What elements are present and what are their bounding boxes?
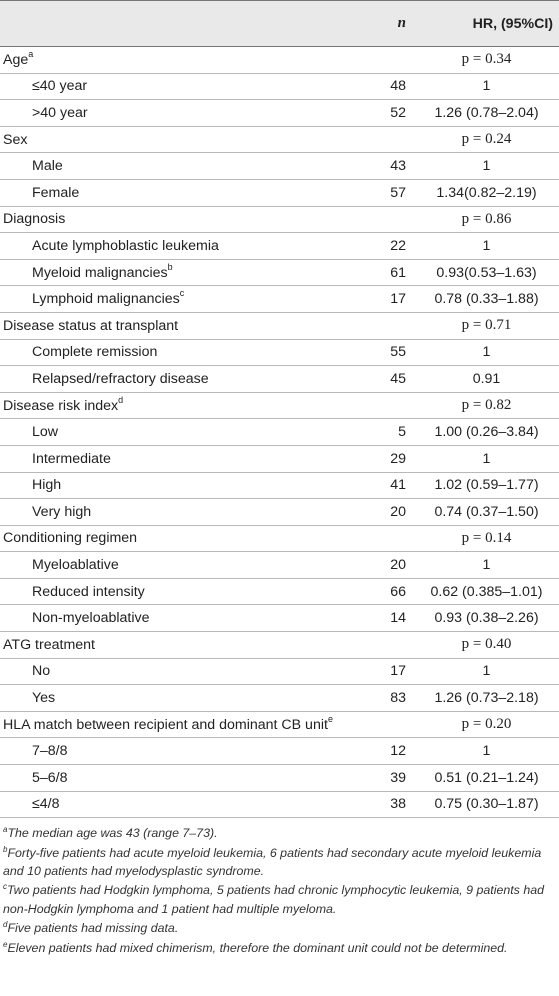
row-hr: 1	[482, 743, 491, 760]
row-label-text: Disease risk index	[3, 397, 119, 414]
row-label-text: Sex	[3, 131, 28, 148]
footnote-marker: a	[28, 48, 34, 59]
row-n: 20	[390, 503, 406, 520]
row-label	[0, 605, 348, 632]
table-group-row	[0, 206, 559, 233]
row-label-text: Very high	[32, 503, 92, 520]
row-label-text: ≤40 year	[32, 78, 88, 95]
table-row	[0, 578, 559, 605]
row-label-text: Yes	[32, 690, 56, 707]
row-n: 55	[390, 344, 406, 361]
table-row	[0, 233, 559, 260]
row-label-text: Disease status at transplant	[3, 317, 179, 334]
table-row	[0, 179, 559, 206]
row-n	[348, 632, 414, 659]
footnote	[3, 824, 556, 842]
row-label	[0, 233, 348, 260]
table-group-row	[0, 126, 559, 153]
row-label	[0, 472, 348, 499]
row-n: 83	[390, 690, 406, 707]
row-label-text: High	[32, 477, 62, 494]
footnote-mark: a	[3, 825, 8, 835]
row-n: 17	[390, 663, 406, 680]
row-hr: 1.00 (0.26–3.84)	[434, 424, 539, 441]
table-group-row	[0, 392, 559, 419]
footnote-mark: b	[3, 844, 8, 854]
row-label	[0, 179, 348, 206]
row-label-text: Conditioning regimen	[3, 530, 138, 547]
row-label	[0, 738, 348, 765]
row-label	[0, 153, 348, 180]
table-header-row	[0, 1, 559, 47]
footnote-text: The median age was 43 (range 7–73).	[7, 826, 218, 841]
row-n: 14	[390, 610, 406, 627]
footnote	[3, 881, 556, 918]
row-label-text: Complete remission	[32, 344, 158, 361]
table-row	[0, 605, 559, 632]
table-row	[0, 658, 559, 685]
footnote-mark: c	[3, 882, 7, 892]
row-label	[0, 419, 348, 446]
footnote-mark: d	[3, 920, 8, 930]
footnotes	[0, 818, 559, 957]
table-row	[0, 445, 559, 472]
footnote-text: Two patients had Hodgkin lymphoma, 5 patients had chronic lymphocytic leukemia, 9 patients had non-Hodgkin lymphoma and 1 patient had multiple myeloma.	[3, 883, 544, 916]
row-label-text: HLA match between recipient and dominant CB unit	[3, 716, 328, 733]
footnote-marker: e	[327, 713, 333, 724]
table-body	[0, 47, 559, 818]
row-n: 41	[390, 477, 406, 494]
table-row	[0, 472, 559, 499]
row-hr: 0.75 (0.30–1.87)	[434, 796, 539, 813]
row-p-value: p = 0.20	[461, 716, 512, 733]
row-hr: 1	[482, 237, 491, 254]
row-label-text: ≤4/8	[32, 796, 60, 813]
row-n: 29	[390, 450, 406, 467]
row-label-text: Intermediate	[32, 450, 111, 467]
row-label	[0, 126, 348, 153]
row-label-text: Diagnosis	[3, 211, 66, 228]
row-hr: 1	[482, 557, 491, 574]
row-hr: 0.74 (0.37–1.50)	[434, 503, 539, 520]
row-p-value: p = 0.71	[461, 317, 512, 334]
row-label	[0, 286, 348, 313]
row-label-text: Acute lymphoblastic leukemia	[32, 237, 219, 254]
row-label-text: No	[32, 663, 51, 680]
footnote-marker: c	[179, 288, 185, 299]
row-label	[0, 100, 348, 127]
row-n: 66	[390, 583, 406, 600]
row-label	[0, 658, 348, 685]
row-n: 22	[390, 237, 406, 254]
table-row	[0, 286, 559, 313]
footnote	[3, 919, 556, 937]
table-row	[0, 100, 559, 127]
row-label-text: 5–6/8	[32, 769, 68, 786]
row-label	[0, 366, 348, 393]
row-p-value: p = 0.34	[461, 51, 512, 68]
row-label	[0, 552, 348, 579]
row-hr: 1.02 (0.59–1.77)	[434, 477, 539, 494]
row-hr: 1	[482, 344, 491, 361]
table-group-row	[0, 47, 559, 74]
row-hr: 0.91	[472, 370, 501, 387]
row-n: 57	[390, 184, 406, 201]
table-row	[0, 339, 559, 366]
row-n: 17	[390, 291, 406, 308]
row-label	[0, 73, 348, 100]
row-n: 48	[390, 78, 406, 95]
row-label	[0, 445, 348, 472]
row-p-value: p = 0.40	[461, 636, 512, 653]
table-row	[0, 366, 559, 393]
row-hr: 0.93(0.53–1.63)	[436, 264, 537, 281]
row-n: 39	[390, 769, 406, 786]
row-n: 52	[390, 104, 406, 121]
row-n: 38	[390, 796, 406, 813]
row-n: 43	[390, 158, 406, 175]
row-label-text: >40 year	[32, 104, 88, 121]
row-p-value: p = 0.86	[461, 210, 512, 227]
row-hr: 0.78 (0.33–1.88)	[434, 291, 539, 308]
table-group-row	[0, 312, 559, 339]
header-hr: HR, (95%CI)	[472, 15, 553, 32]
row-label-text: Relapsed/refractory disease	[32, 370, 209, 387]
row-hr: 1	[482, 663, 491, 680]
row-label	[0, 312, 348, 339]
footnote-marker: b	[167, 261, 173, 272]
table-row	[0, 685, 559, 712]
row-n	[348, 392, 414, 419]
row-p-value: p = 0.14	[461, 529, 512, 546]
row-n	[348, 206, 414, 233]
row-p-value: p = 0.24	[461, 131, 512, 148]
table-row	[0, 765, 559, 792]
footnote-text: Forty-five patients had acute myeloid leukemia, 6 patients had secondary acute myeloid leukemia and 10 patients had myelodysplastic syndrome.	[3, 845, 542, 879]
row-label	[0, 525, 348, 552]
row-label-text: Male	[32, 158, 63, 175]
row-n	[348, 312, 414, 339]
table-row	[0, 73, 559, 100]
row-label-text: Non-myeloablative	[32, 610, 150, 627]
row-label	[0, 711, 348, 738]
row-label-text: Female	[32, 184, 80, 201]
row-n: 5	[398, 424, 406, 441]
row-label	[0, 392, 348, 419]
row-label-text: Reduced intensity	[32, 583, 145, 600]
row-n	[348, 711, 414, 738]
row-label	[0, 685, 348, 712]
table-row	[0, 153, 559, 180]
footnote-text: Eleven patients had mixed chimerism, therefore the dominant unit could not be determined.	[7, 940, 508, 955]
row-label	[0, 47, 348, 74]
table-group-row	[0, 711, 559, 738]
row-n	[348, 47, 414, 74]
footnote-text: Five patients had missing data.	[7, 921, 179, 936]
row-label	[0, 791, 348, 818]
row-hr: 0.93 (0.38–2.26)	[434, 610, 539, 627]
row-hr: 0.51 (0.21–1.24)	[434, 769, 539, 786]
row-p-value: p = 0.82	[461, 397, 512, 414]
table-row	[0, 259, 559, 286]
row-label-text: Myeloablative	[32, 557, 119, 574]
table-group-row	[0, 632, 559, 659]
row-n: 45	[390, 370, 406, 387]
row-hr: 1.26 (0.73–2.18)	[434, 690, 539, 707]
row-hr: 1	[482, 78, 491, 95]
row-hr: 1.34(0.82–2.19)	[436, 184, 537, 201]
row-label	[0, 339, 348, 366]
row-hr: 1.26 (0.78–2.04)	[434, 104, 539, 121]
row-n: 20	[390, 557, 406, 574]
table-row	[0, 499, 559, 526]
footnote	[3, 844, 556, 881]
footnote-marker: d	[118, 394, 124, 405]
row-hr: 1	[482, 158, 491, 175]
row-label	[0, 578, 348, 605]
table-row	[0, 419, 559, 446]
row-label	[0, 632, 348, 659]
row-label-text: ATG treatment	[3, 636, 95, 653]
row-label-text: Age	[3, 51, 29, 68]
row-hr: 0.62 (0.385–1.01)	[430, 583, 543, 600]
table-row	[0, 552, 559, 579]
table-row	[0, 791, 559, 818]
row-label-text: 7–8/8	[32, 743, 68, 760]
table-row	[0, 738, 559, 765]
row-n	[348, 525, 414, 552]
row-label	[0, 259, 348, 286]
header-n: n	[397, 15, 406, 31]
row-label-text: Low	[32, 424, 59, 441]
row-n	[348, 126, 414, 153]
header-label	[0, 1, 348, 47]
row-label	[0, 765, 348, 792]
row-n: 12	[390, 743, 406, 760]
table-group-row	[0, 525, 559, 552]
row-label	[0, 499, 348, 526]
row-label	[0, 206, 348, 233]
footnote-mark: e	[3, 939, 8, 949]
row-label-text: Myeloid malignancies	[32, 264, 168, 281]
row-hr: 1	[482, 450, 491, 467]
row-label-text: Lymphoid malignancies	[32, 291, 180, 308]
footnote	[3, 939, 556, 957]
row-n: 61	[390, 264, 406, 281]
